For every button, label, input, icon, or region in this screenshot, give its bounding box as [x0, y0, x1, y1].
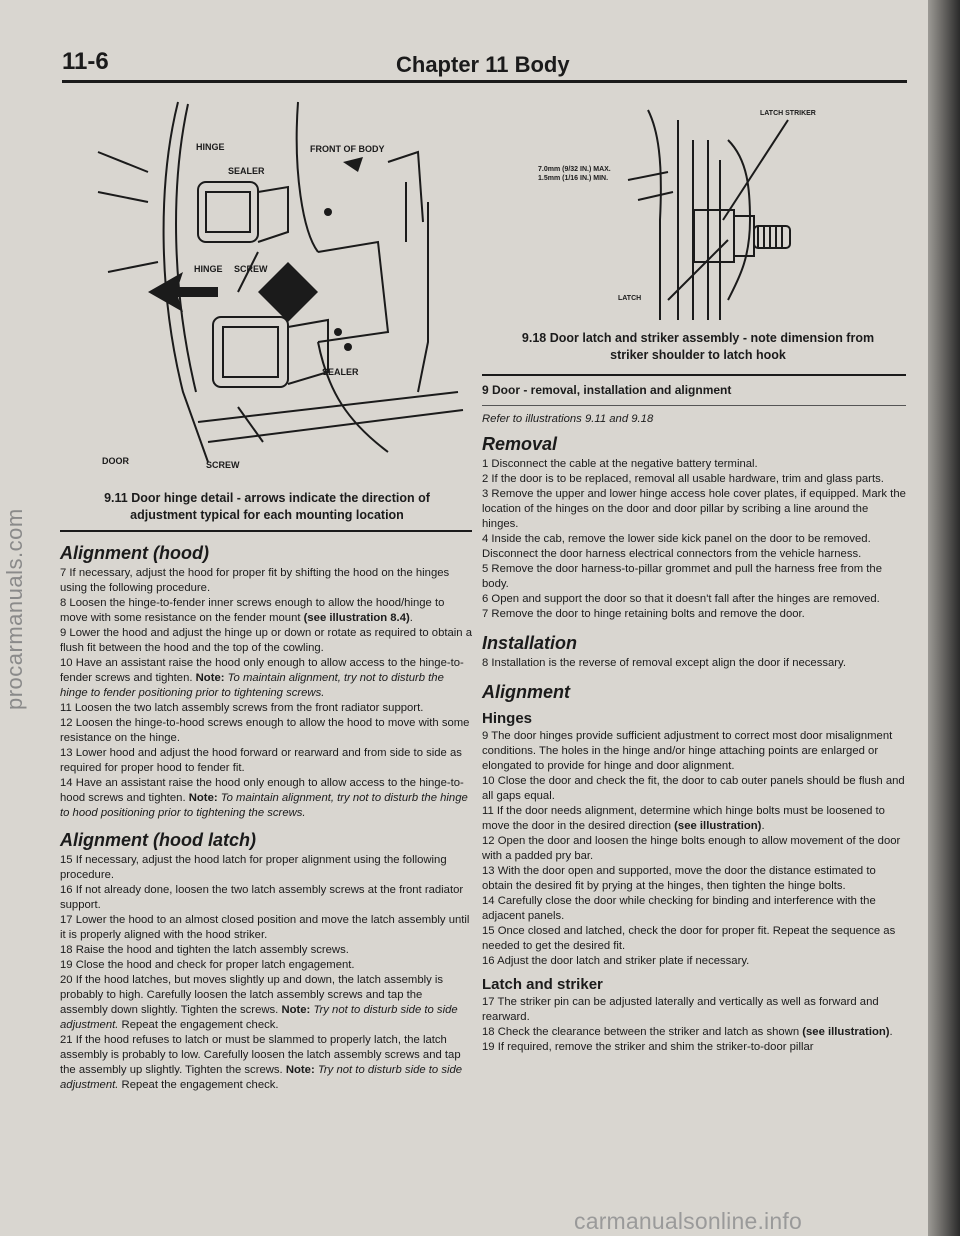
- paragraph: 14 Carefully close the door while checking for binding and interference with the adjacent panels.: [482, 895, 876, 923]
- paragraph: 15 If necessary, adjust the hood latch for proper alignment using the following procedure.: [60, 854, 447, 882]
- paragraph: 11 Loosen the two latch assembly screws from the front radiator support.: [60, 702, 424, 715]
- heading-alignment: Alignment: [482, 682, 570, 703]
- section-rule: [60, 530, 472, 532]
- section-heading: 9 Door - removal, installation and alignment: [482, 383, 732, 397]
- paragraph: 14 Have an assistant raise the hood only enough to allow access to the hinge-to-hood screws and tighten. Note: To maintain alignment, try not to disturb the hinge to hood positioning prior to tightening the screws.: [60, 777, 468, 820]
- heading-hinges: Hinges: [482, 709, 533, 727]
- caption-line: 9.11 Door hinge detail - arrows indicate the direction of: [104, 491, 430, 505]
- paragraph: 5 Remove the door harness-to-pillar grommet and pull the harness free from the body.: [482, 563, 882, 591]
- paragraph: 16 If not already done, loosen the two latch assembly screws at the front radiator support.: [60, 884, 464, 912]
- paragraph: 6 Open and support the door so that it doesn't fall after the hinges are removed.: [482, 593, 880, 606]
- paragraph: 13 Lower hood and adjust the hood forward or rearward and from side to side as required for proper hood to fender fit.: [60, 747, 462, 775]
- paragraph: 12 Loosen the hinge-to-hood screws enough to allow the hood to move with some resistance on the hinge.: [60, 717, 470, 745]
- left-column: [60, 530, 472, 1093]
- figure-9-11-caption: [62, 490, 472, 524]
- label-hinge-2: HINGE: [194, 264, 223, 274]
- heading-alignment-hood: Alignment (hood): [60, 543, 209, 563]
- paragraph: 1 Disconnect the cable at the negative battery terminal.: [482, 457, 758, 470]
- paragraph: 3 Remove the upper and lower hinge access hole cover plates, if equipped. Mark the location of the hinges on the door and door pillar by scribing a line around the hinges.: [482, 487, 906, 530]
- right-column: [482, 374, 906, 1055]
- label-sealer: SEALER: [228, 166, 265, 176]
- paragraph: 2 If the door is to be replaced, removal all usable hardware, trim and glass parts.: [482, 472, 884, 485]
- label-screw: SCREW: [234, 264, 268, 274]
- label-sealer-2: SEALER: [322, 367, 359, 377]
- side-watermark: procarmanuals.com: [2, 508, 27, 710]
- paragraph: 19 If required, remove the striker and shim the striker-to-door pillar: [482, 1041, 814, 1054]
- caption-line: adjustment typical for each mounting location: [130, 507, 404, 522]
- heading-removal: Removal: [482, 433, 558, 454]
- heading-alignment-hood-latch: Alignment (hood latch): [60, 830, 256, 851]
- header-rule: [62, 80, 907, 83]
- paragraph: 17 The striker pin can be adjusted laterally and vertically as well as forward and rearward.: [482, 996, 879, 1024]
- section-rule-thin: [482, 405, 906, 406]
- paragraph: 10 Close the door and check the fit, the door to cab outer panels should be flush and all gaps equal.: [482, 774, 905, 802]
- label-dimension-max: 7.0mm (9/32 IN.) MAX.: [538, 166, 611, 173]
- paragraph: 13 With the door open and supported, move the door the distance estimated to obtain the desired fit by prying at the hinges, then tighten the hinge bolts.: [482, 865, 876, 893]
- door-latch-striker-illustration: [488, 100, 908, 332]
- door-hinge-illustration: [88, 92, 468, 482]
- caption-line: 9.18 Door latch and striker assembly - note dimension from: [521, 331, 875, 345]
- paragraph: 11 If the door needs alignment, determine which hinge bolts must be loosened to move the door in the desired direction (see illustration).: [482, 804, 885, 832]
- paragraph: 21 If the hood refuses to latch or must be slammed to properly latch, the latch assembly is probably to low. Carefully loosen the latch assembly screws and tap the assembly up slightly. Tighten the screws. Note: Try not to disturb side to side adjustment. Repeat the engagement check.: [60, 1034, 463, 1092]
- paragraph: 9 Lower the hood and adjust the hinge up or down or rotate as required to obtain a flush fit between the hood and the top of the cowling.: [60, 627, 472, 655]
- caption-line: striker shoulder to latch hook: [610, 347, 786, 362]
- page-binding-edge: [928, 0, 960, 1236]
- paragraph: 12 Open the door and loosen the hinge bolts enough to allow movement of the door with a padded pry bar.: [482, 835, 901, 863]
- figure-9-18-caption: [488, 330, 908, 364]
- paragraph: 9 The door hinges provide sufficient adjustment to correct most door misalignment conditions. The holes in the hinge and/or hinge attaching points are enlarged or elongated to provide for hinge and door alignment.: [482, 729, 893, 772]
- heading-installation: Installation: [482, 633, 578, 654]
- paragraph: 18 Raise the hood and tighten the latch assembly screws.: [60, 944, 349, 957]
- refer-note: Refer to illustrations 9.11 and 9.18: [482, 412, 654, 425]
- paragraph: 20 If the hood latches, but moves slightly up and down, the latch assembly is probably to high. Carefully loosen the latch assembly screws and tap the assembly down slightly. Tighten the screws. Note: Try not to disturb side to side adjustment. Repeat the engagement check.: [60, 974, 458, 1032]
- paragraph: 8 Loosen the hinge-to-fender inner screws enough to allow the hood/hinge to move with some resistance on the fender mount (see illustration 8.4).: [60, 596, 445, 624]
- paragraph: 15 Once closed and latched, check the door for proper fit. Repeat the sequence as needed to get the desired fit.: [482, 925, 896, 953]
- label-front-of-body: FRONT OF BODY: [310, 144, 385, 154]
- label-screw-2: SCREW: [206, 460, 240, 470]
- page-number: 11-6: [62, 48, 109, 75]
- paragraph: 18 Check the clearance between the striker and latch as shown (see illustration).: [482, 1026, 893, 1039]
- paragraph: 17 Lower the hood to an almost closed position and move the latch assembly until it is properly aligned with the hood striker.: [60, 914, 470, 942]
- label-latch-striker: LATCH STRIKER: [760, 110, 816, 117]
- paragraph: 4 Inside the cab, remove the lower side kick panel on the door to be removed. Disconnect the door harness electrical connectors from the vehicle harness.: [482, 532, 871, 560]
- paragraph: 10 Have an assistant raise the hood only enough to allow access to the hinge-to-fender screws and tighten. Note: To maintain alignment, try not to disturb the hinge to fender positioning prior to tightening screws.: [60, 657, 464, 700]
- paragraph: 16 Adjust the door latch and striker plate if necessary.: [482, 955, 750, 968]
- label-latch: LATCH: [618, 295, 642, 302]
- bottom-watermark: carmanualsonline.info: [574, 1208, 802, 1234]
- paragraph: 7 If necessary, adjust the hood for proper fit by shifting the hood on the hinges using the following procedure.: [60, 566, 450, 594]
- paragraph: 8 Installation is the reverse of removal except align the door if necessary.: [482, 657, 846, 670]
- page-header: [62, 40, 907, 86]
- heading-latch-and-striker: Latch and striker: [482, 976, 603, 994]
- chapter-title: Chapter 11 Body: [396, 52, 570, 77]
- label-dimension-min: 1.5mm (1/16 IN.) MIN.: [538, 175, 609, 182]
- paragraph: 7 Remove the door to hinge retaining bolts and remove the door.: [482, 608, 805, 621]
- paragraph: 19 Close the hood and check for proper latch engagement.: [60, 959, 355, 972]
- label-hinge: HINGE: [196, 142, 225, 152]
- label-door: DOOR: [102, 456, 129, 466]
